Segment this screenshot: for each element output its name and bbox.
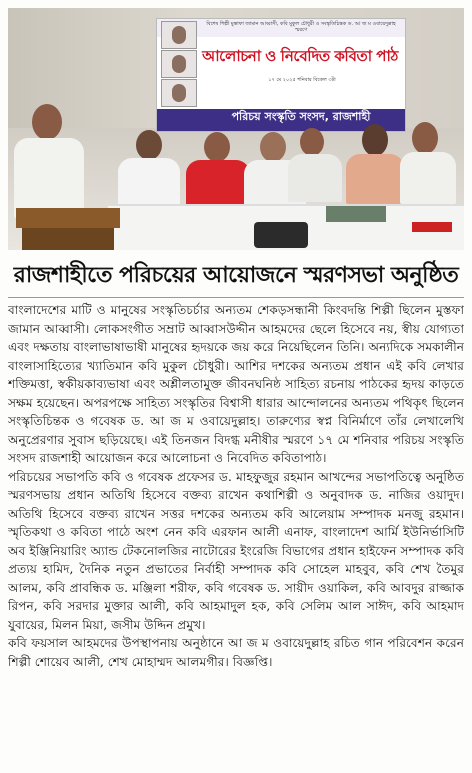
podium-base <box>22 228 114 250</box>
event-photo <box>8 8 464 250</box>
banner-footer-text: পরিচয় সংস্কৃতি সংসদ, রাজশাহী <box>231 110 371 123</box>
paragraph: পরিচয়ের সভাপতি কবি ও গবেষক প্রফেসর ড. মাহফুজুর রহমান আখন্দের সভাপতিত্বে অনুষ্ঠিত স্মরণসভায় প্রধান অতিথি হিসেবে বক্তব্য রাখেন কথাশিল্পী ও অনুবাদক ড. নাজির ওয়াদুদ। অতিথি হিসেবে বক্তব্য রাখেন সত্তর দশকের অন্যতম কবি আলেয়াম সম্পাদক মনজু রহমান। স্মৃতিকথা ও কবিতা পাঠে অংশ নেন কবি এরফান আলী এনাফ, বাংলাদেশ আর্মি ইউনির্ভাসিটি অব ইঞ্জিনিয়ারিং অ্যান্ড টেকনোলজির নাটোরের ইংরেজি বিভাগের প্রধান হাইফেন সম্পাদক কবি প্রত্যয় হামিদ, দৈনিক নতুন প্রভাতের নির্বাহী সম্পাদক কবি সোহেল মাহবুব, কবি শেখ তৈমুর আলম, কবি প্রাবন্ধিক ড. মঞ্জিলা শরীফ, কবি গবেষক ড. সায়ীদ ওয়াকিল, কবি আবদুর রাজ্জাক রিপন, কবি সরদার মুক্তার আলী, কবি আহমাদুল হক, কবি সেলিম আল সাঈদ, কবি আহমাদ যুবায়ের, মিলন মিয়া, জসীম উদ্দিন প্রমুখ। <box>8 469 464 632</box>
banner-date-line: ১৭ মে ২০২৫ শনিবার বিকেল ৩টা <box>268 77 336 83</box>
podium <box>16 208 120 228</box>
banner-organizer-text: বিশেষ শিল্পী মুস্তাফা জামান আব্বাসী, কবি মুকুল চৌধুরী ও সংস্কৃতিচিন্তক ড. আ জ ম ওবায়েদুল্লাহ স্মরণে <box>206 21 396 33</box>
event-banner <box>156 18 406 132</box>
paragraph: কবি ফয়সাল আহমদের উপস্থাপনায় অনুষ্ঠানে আ জ ম ওবায়েদুল্লাহ রচিত গান পরিবেশন করেন শিল্পী শোয়েব আলী, শেখ মোহাম্মদ আলমগীর। বিজ্ঞপ্তি। <box>8 636 464 669</box>
book-stack <box>326 206 386 222</box>
headline: রাজশাহীতে পরিচয়ের আয়োজনে স্মরণসভা অনুষ্ঠিত <box>13 263 459 288</box>
paragraph: বাংলাদেশের মাটি ও মানুষের সংস্কৃতিচর্চার অন্যতম শেকড়সন্ধানী কিংবদন্তি শিল্পী ছিলেন মুস্তফা জামান আব্বাসী। লোকসংগীত সম্রাট আব্বাসউদ্দীন আহমদের ছেলে হিসেবে নয়, স্বীয় যোগ্যতা এবং দক্ষতায় বাংলাভাষাভাষী মানুষের হৃদয়কে জয় করে নিয়েছিলেন তিনি। অন্যদিকে সমকালীন বাংলাসাহিত্যের খ্যাতিমান কবি মুকুল চৌধুরী। আশির দশকের অন্যতম প্রধান এই কবি লেখার শক্তিমত্তা, স্বকীয়কাব্যভাষা এবং অশ্লীলতামুক্ত জীবনঘনিষ্ঠ সাহিত্য রচনায় পাঠকের হৃদয় কাড়তে সক্ষম হয়েছেন। অপরপক্ষে সাহিত্য সংস্কৃতির বিশ্বাসী ধারার আন্দোলনের অন্যতম পথিকৃৎ ছিলেন সংস্কৃতিচিন্তক ও গবেষক ড. আ জ ম ওবায়েদুল্লাহ। তারুণ্যের স্বপ্ন বিনির্মাণে তাঁর লেখালেখি অনুপ্রেরণার সুবাস ছড়িয়েছে। এই তিনজন বিদগ্ধ মনীষীর স্মরণে ১৭ মে শনিবার পরিচয় সংস্কৃতি সংসদ রাজশাহী আয়োজন করে আলোচনা ও নিবেদিত কবিতাপাঠ। <box>8 303 464 465</box>
divider <box>8 297 464 298</box>
bag <box>254 222 308 248</box>
portrait-image <box>161 21 197 49</box>
book <box>412 222 452 232</box>
article-body <box>8 301 464 767</box>
portrait-image <box>161 79 197 107</box>
banner-title: আলোচনা ও নিবেদিত কবিতা পাঠ <box>202 47 398 65</box>
portrait-image <box>161 50 197 78</box>
